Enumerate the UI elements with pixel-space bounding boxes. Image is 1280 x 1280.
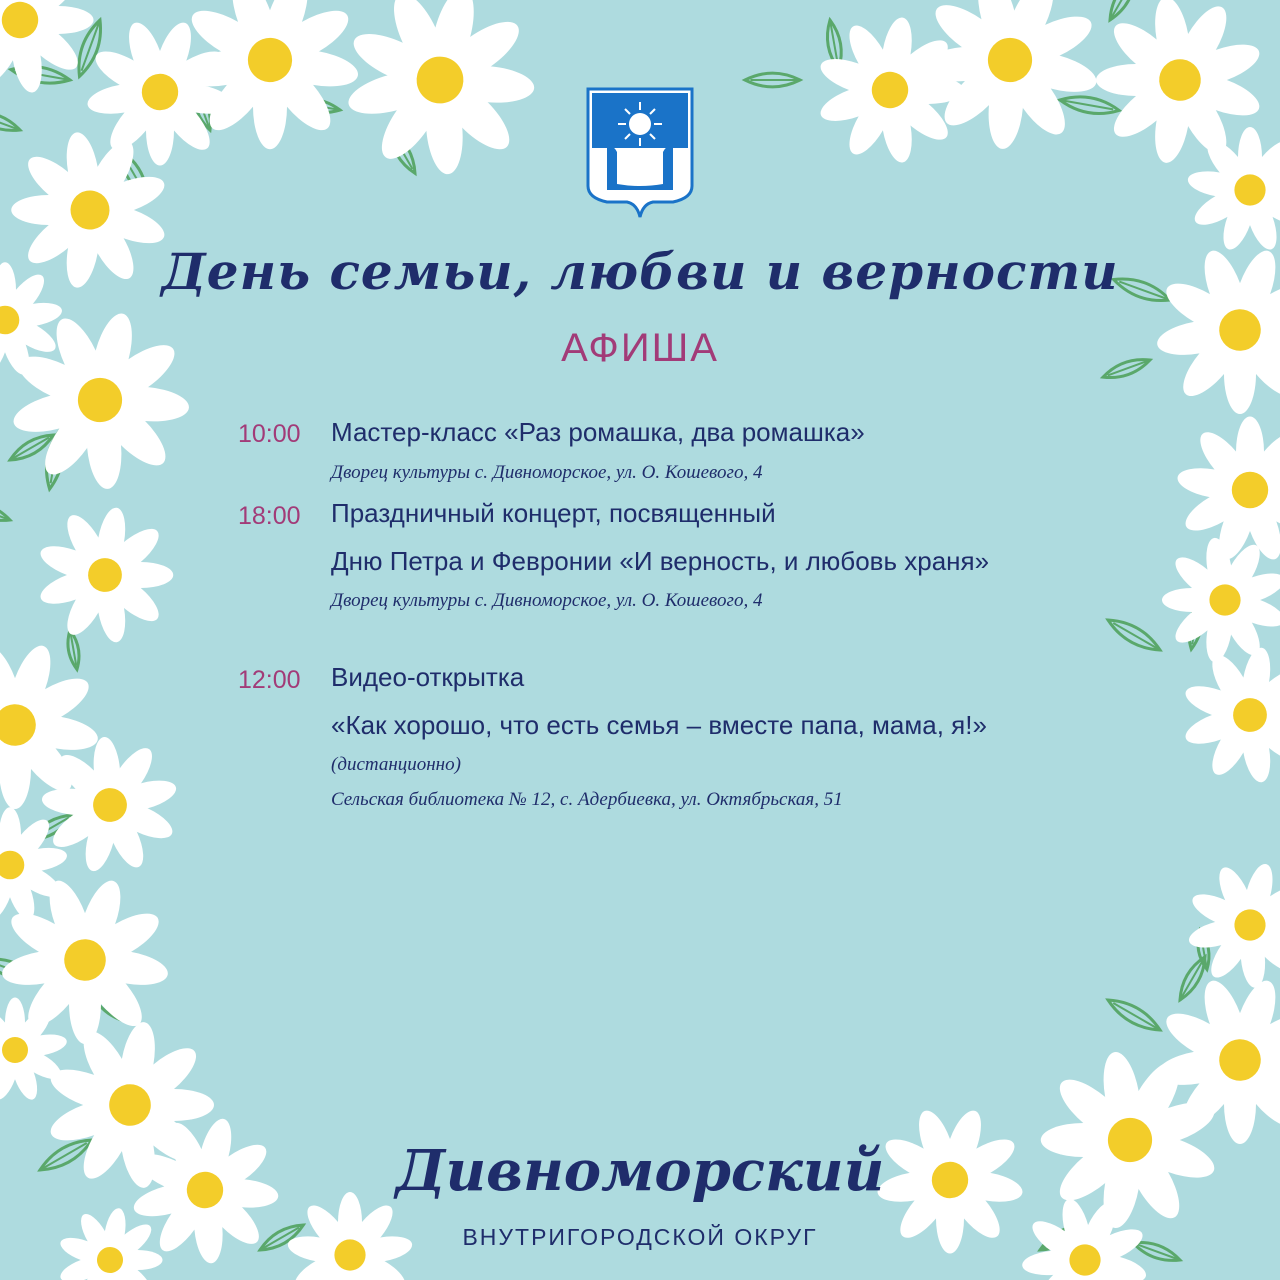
event-place: Дворец культуры с. Дивноморское, ул. О. Кошевого, 4 (331, 462, 763, 483)
brand-subtitle: ВНУТРИГОРОДСКОЙ ОКРУГ (462, 1224, 818, 1250)
daisy-flower-icon (1186, 127, 1280, 253)
event-place: Дворец культуры с. Дивноморское, ул. О. Кошевого, 4 (331, 590, 763, 611)
daisy-flower-icon (1172, 848, 1280, 1003)
daisy-flower-icon (25, 496, 186, 655)
leaf-icon (65, 629, 82, 670)
leaf-icon (1104, 994, 1163, 1037)
leaf-icon (745, 73, 800, 87)
brand-name: Дивноморский (395, 1138, 885, 1204)
event-title: «Как хорошо, что есть семья – вместе папа, мама, я!» (331, 710, 987, 740)
event-note: (дистанционно) (331, 754, 461, 775)
event-place: Сельская библиотека № 12, с. Адербиевка, ул. Октябрьская, 51 (331, 789, 843, 810)
event-title: Видео-открытка (331, 662, 525, 692)
leaf-icon (0, 497, 12, 526)
event-time: 12:00 (238, 666, 301, 694)
daisy-flower-icon (1175, 417, 1280, 564)
daisy-flower-icon (0, 0, 106, 106)
daisy-flower-icon (1170, 636, 1280, 795)
daisy-flower-icon (323, 0, 558, 197)
leaf-icon (0, 107, 22, 136)
event-title: Мастер-класс «Раз ромашка, два ромашка» (331, 417, 865, 447)
leaf-icon (1059, 93, 1121, 118)
event-title: Дню Петра и Февронии «И верность, и любовь храня» (331, 546, 990, 576)
event-time: 10:00 (238, 420, 301, 448)
leaf-icon (1105, 0, 1141, 23)
event-title: Праздничный концерт, посвященный (331, 498, 776, 528)
page-title: День семьи, любви и верности (161, 242, 1119, 301)
coat-of-arms-icon (585, 86, 695, 220)
afisha-subtitle: АФИША (561, 326, 719, 370)
event-time: 18:00 (238, 502, 301, 530)
leaf-icon (1104, 614, 1163, 657)
